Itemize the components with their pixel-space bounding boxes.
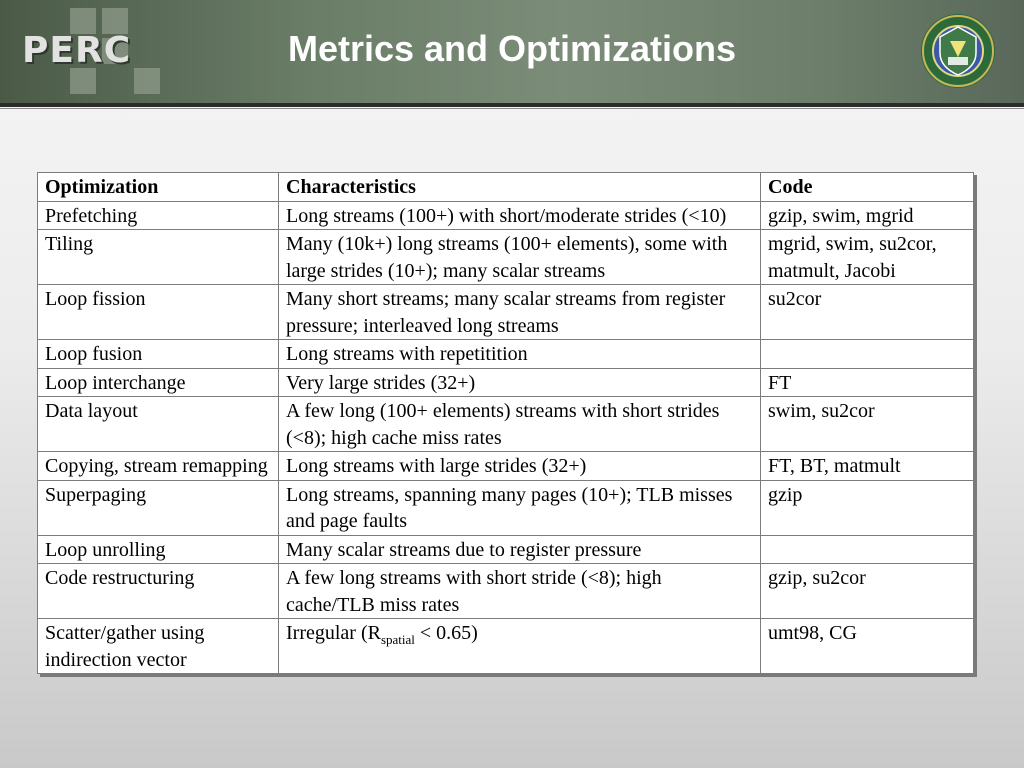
cell-code	[761, 340, 974, 369]
perc-logo	[10, 4, 180, 100]
cell-characteristics: Many (10k+) long streams (100+ elements), some with large strides (10+); many scalar streams	[279, 230, 761, 285]
cell-characteristics: Long streams (100+) with short/moderate strides (<10)	[279, 201, 761, 230]
table-row	[38, 619, 974, 674]
cell-optimization: Prefetching	[38, 201, 279, 230]
cell-code: su2cor	[761, 285, 974, 340]
column-header-characteristics: Characteristics	[279, 173, 761, 202]
cell-optimization: Code restructuring	[38, 564, 279, 619]
cell-characteristics: Very large strides (32+)	[279, 368, 761, 397]
cell-code: umt98, CG	[761, 619, 974, 674]
logo-square	[70, 68, 96, 94]
table-row	[38, 397, 974, 452]
logo-square	[134, 68, 160, 94]
cell-optimization: Scatter/gather using indirection vector	[38, 619, 279, 674]
cell-characteristics: Long streams with repetitition	[279, 340, 761, 369]
cell-optimization: Tiling	[38, 230, 279, 285]
table-row	[38, 230, 974, 285]
cell-code: FT, BT, matmult	[761, 452, 974, 481]
characteristics-suffix: < 0.65)	[414, 622, 478, 644]
cell-characteristics: A few long streams with short stride (<8); high cache/TLB miss rates	[279, 564, 761, 619]
cell-optimization: Copying, stream remapping	[38, 452, 279, 481]
table-row	[38, 368, 974, 397]
cell-optimization: Data layout	[38, 397, 279, 452]
cell-characteristics: Many short streams; many scalar streams from register pressure; interleaved long streams	[279, 285, 761, 340]
characteristics-subscript: spatial	[380, 632, 415, 647]
table-row	[38, 480, 974, 535]
table-header-row	[38, 173, 974, 202]
cell-optimization: Loop fusion	[38, 340, 279, 369]
optimizations-table-wrapper	[37, 172, 974, 674]
cell-characteristics: Many scalar streams due to register pressure	[279, 535, 761, 564]
table-row	[38, 535, 974, 564]
cell-code: FT	[761, 368, 974, 397]
cell-code: swim, su2cor	[761, 397, 974, 452]
cell-characteristics: Long streams with large strides (32+)	[279, 452, 761, 481]
column-header-code: Code	[761, 173, 974, 202]
doe-seal-icon	[920, 13, 996, 89]
table-row	[38, 285, 974, 340]
cell-code: mgrid, swim, su2cor, matmult, Jacobi	[761, 230, 974, 285]
header-divider-thin	[0, 108, 1024, 109]
optimizations-table	[37, 172, 974, 674]
cell-optimization: Loop unrolling	[38, 535, 279, 564]
cell-optimization: Loop fission	[38, 285, 279, 340]
characteristics-prefix: Irregular (R	[286, 622, 381, 644]
logo-wordmark: PERC	[22, 30, 132, 71]
column-header-optimization: Optimization	[38, 173, 279, 202]
cell-code	[761, 535, 974, 564]
cell-code: gzip, su2cor	[761, 564, 974, 619]
cell-characteristics	[279, 619, 761, 674]
page-title: Metrics and Optimizations	[287, 28, 737, 69]
table-row	[38, 452, 974, 481]
cell-characteristics: Long streams, spanning many pages (10+); TLB misses and page faults	[279, 480, 761, 535]
header-divider	[0, 103, 1024, 107]
cell-code: gzip	[761, 480, 974, 535]
table-row	[38, 201, 974, 230]
table-row	[38, 564, 974, 619]
table-row	[38, 340, 974, 369]
cell-code: gzip, swim, mgrid	[761, 201, 974, 230]
cell-characteristics: A few long (100+ elements) streams with short strides (<8); high cache miss rates	[279, 397, 761, 452]
cell-optimization: Loop interchange	[38, 368, 279, 397]
cell-optimization: Superpaging	[38, 480, 279, 535]
